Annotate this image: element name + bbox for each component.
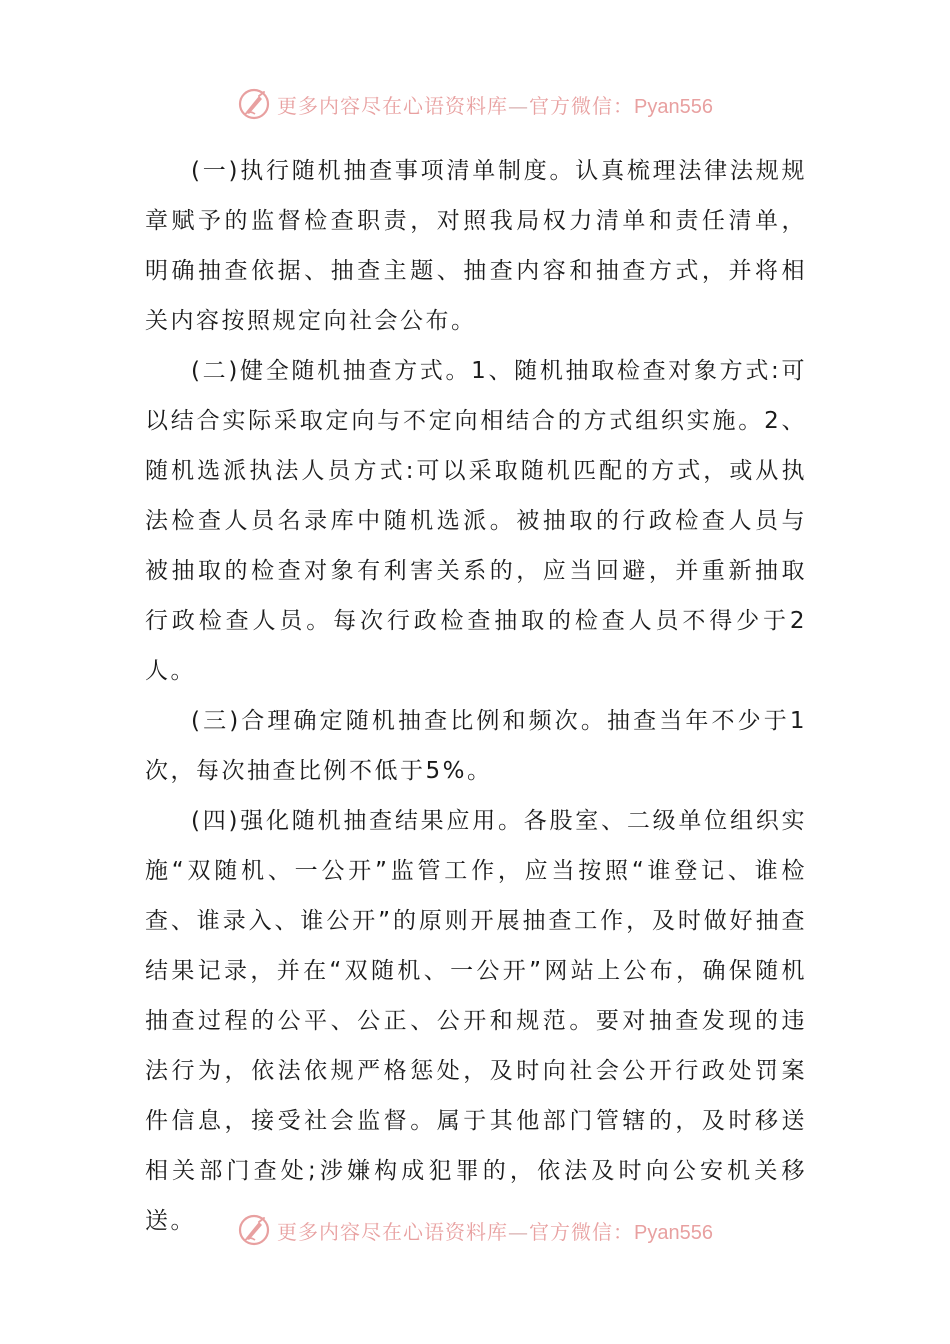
watermark-handle: Pyan556 xyxy=(634,1221,713,1244)
quill-logo-icon xyxy=(237,1213,271,1247)
header-watermark xyxy=(0,80,950,128)
watermark-handle: Pyan556 xyxy=(634,95,713,118)
document-body xyxy=(145,146,807,1246)
footer-watermark xyxy=(0,1206,950,1254)
watermark-site-text: 更多内容尽在心语资料库 xyxy=(277,1219,509,1244)
watermark-contact-label: 官方微信： xyxy=(529,1219,635,1244)
paragraph-1: (一)执行随机抽查事项清单制度。认真梳理法律法规规章赋予的监督检查职责，对照我局权力清单和责任清单，明确抽查依据、抽查主题、抽查内容和抽查方式，并将相关内容按照规定向社会公布。 xyxy=(145,158,807,334)
watermark-site-text: 更多内容尽在心语资料库 xyxy=(277,93,509,118)
watermark-dash: — xyxy=(508,93,530,118)
watermark-contact-label: 官方微信： xyxy=(529,93,635,118)
paragraph-4: (四)强化随机抽查结果应用。各股室、二级单位组织实施“双随机、一公开”监管工作，应当按照“谁登记、谁检查、谁录入、谁公开”的原则开展抽查工作，及时做好抽查结果记录，并在“双随机、一公开”网站上公布，确保随机抽查过程的公平、公正、公开和规范。要对抽查发现的违法行为，依法依规严格惩处，及时向社会公开行政处罚案件信息，接受社会监督。属于其他部门管辖的，及时移送相关部门查处;涉嫌构成犯罪的，依法及时向公安机关移送。 xyxy=(145,808,807,1234)
watermark-dash: — xyxy=(508,1219,530,1244)
paragraph-3: (三)合理确定随机抽查比例和频次。抽查当年不少于1次，每次抽查比例不低于5%。 xyxy=(145,708,807,784)
paragraph-2: (二)健全随机抽查方式。1、随机抽取检查对象方式:可以结合实际采取定向与不定向相结合的方式组织实施。2、随机选派执法人员方式:可以采取随机匹配的方式，或从执法检查人员名录库中随机选派。被抽取的行政检查人员与被抽取的检查对象有利害关系的，应当回避，并重新抽取行政检查人员。每次行政检查抽取的检查人员不得少于2人。 xyxy=(145,358,807,684)
quill-logo-icon xyxy=(237,87,271,121)
